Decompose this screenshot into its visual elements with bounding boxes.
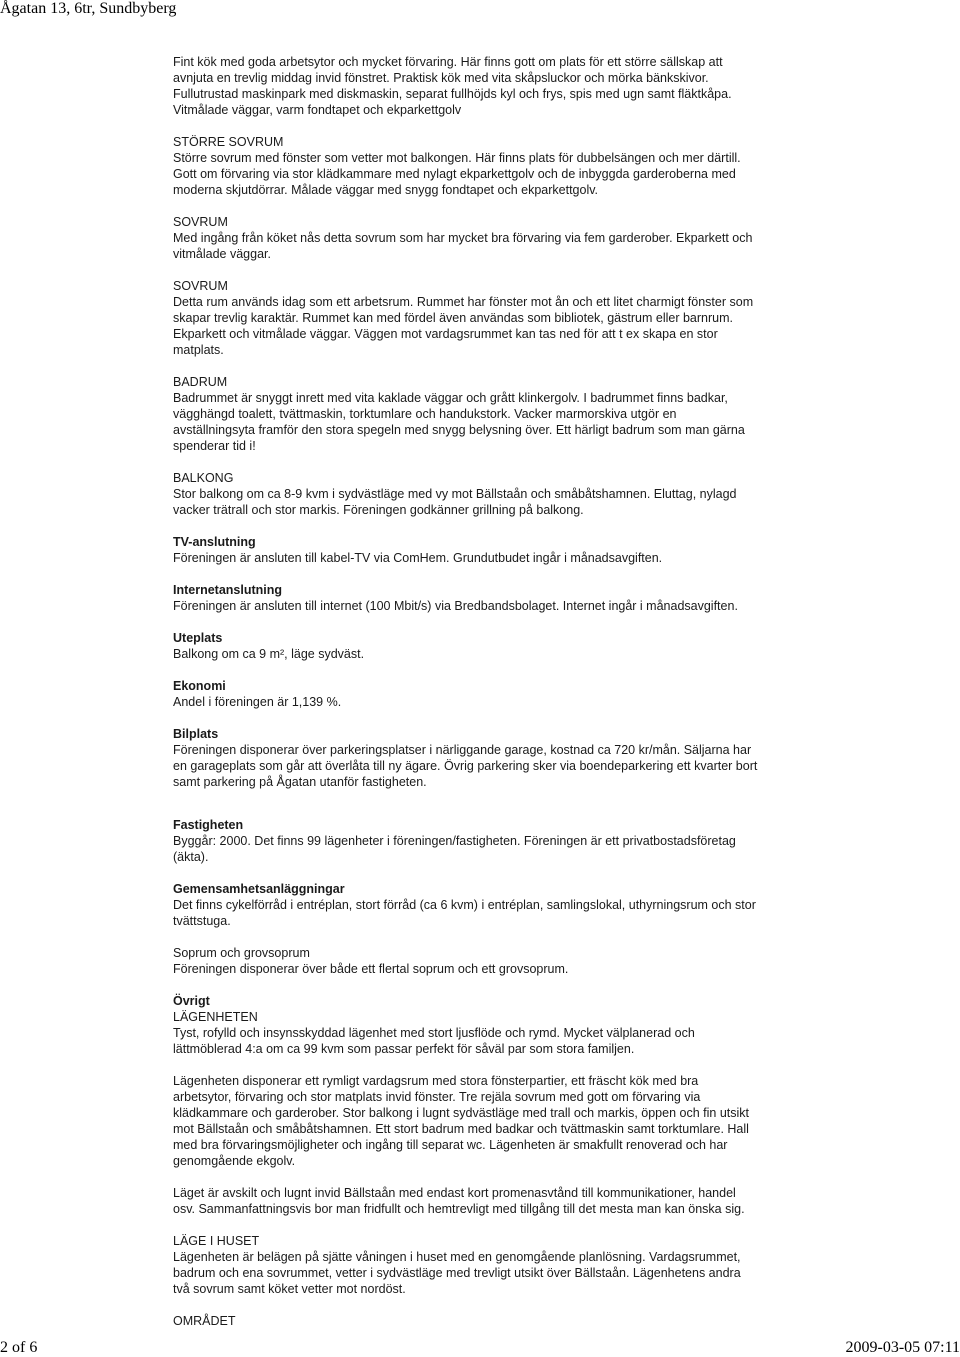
section-other bbox=[173, 993, 788, 1057]
section-heading: Övrigt bbox=[173, 994, 210, 1008]
text-line: samt parkering på Ågatan utanför fastigheten. bbox=[173, 775, 427, 789]
section-heading: BADRUM bbox=[173, 375, 228, 389]
section-waste bbox=[173, 945, 788, 977]
text-line: spenderar tid i! bbox=[173, 439, 256, 453]
section-internet bbox=[173, 582, 788, 614]
text-line: Större sovrum med fönster som vetter mot balkongen. Här finns plats för dubbelsängen och mer därtill. bbox=[173, 151, 741, 165]
section-heading: Fastigheten bbox=[173, 818, 244, 832]
text-line: Lägenheten är belägen på sjätte våningen i huset med en genomgående planlösning. Vardagsrummet, bbox=[173, 1250, 741, 1264]
text-line: klädkammare och garderober. Stor balkong i lugnt sydvästläge med trall och markis, öppen och fin utsikt bbox=[173, 1106, 749, 1120]
text-line: lättmöblerad 4:a om ca 99 kvm som passar perfekt för såväl par som stora familjen. bbox=[173, 1042, 635, 1056]
text-line: en garageplats som går att överlåta till ny ägare. Övrig parkering sker via boendeparkering ett kvarter bort bbox=[173, 759, 758, 773]
text-line: Fullutrustad maskinpark med diskmaskin, separat fullhöjds kyl och frys, spis med ugn samt fläktkåpa. bbox=[173, 87, 732, 101]
section-parking bbox=[173, 726, 788, 790]
section-bedroom-1 bbox=[173, 214, 788, 262]
text-line: Föreningen är ansluten till kabel-TV via ComHem. Grundutbudet ingår i månadsavgiften. bbox=[173, 551, 663, 565]
section-building-position bbox=[173, 1233, 788, 1297]
section-location-description bbox=[173, 1185, 788, 1217]
section-heading: Soprum och grovsoprum bbox=[173, 946, 310, 960]
text-line: matplats. bbox=[173, 343, 224, 357]
section-heading: SOVRUM bbox=[173, 215, 228, 229]
text-line: (äkta). bbox=[173, 850, 209, 864]
section-bedroom-2 bbox=[173, 278, 788, 358]
text-line: Gott om förvaring via stor klädkammare med nylagt ekparkettgolv och de inbyggda garderoberna med bbox=[173, 167, 736, 181]
section-economy bbox=[173, 678, 788, 710]
text-line: badrum och ena sovrummet, vetter i sydvästläge med trevligt utsikt över Bällstaån. Lägenhetens andra bbox=[173, 1266, 741, 1280]
text-line: Badrummet är snyggt inrett med vita kaklade väggar och grått klinkergolv. I badrummet finns badkar, bbox=[173, 391, 728, 405]
section-kitchen bbox=[173, 54, 788, 118]
section-heading: SOVRUM bbox=[173, 279, 228, 293]
section-heading: STÖRRE SOVRUM bbox=[173, 135, 284, 149]
text-line: tvättstuga. bbox=[173, 914, 231, 928]
section-subheading: LÄGENHETEN bbox=[173, 1010, 258, 1024]
section-heading: Internetanslutning bbox=[173, 583, 283, 597]
text-line: Föreningen disponerar över parkeringsplatser i närliggande garage, kostnad ca 720 kr/mån. Säljarna har bbox=[173, 743, 752, 757]
text-line: två sovrum samt köket vetter mot nordöst. bbox=[173, 1282, 406, 1296]
text-line: Balkong om ca 9 m², läge sydväst. bbox=[173, 647, 365, 661]
print-timestamp: 2009-03-05 07:11 bbox=[845, 1339, 960, 1356]
section-heading: LÄGE I HUSET bbox=[173, 1234, 260, 1248]
section-heading: BALKONG bbox=[173, 471, 234, 485]
text-line: genomgående ekgolv. bbox=[173, 1154, 296, 1168]
text-line: med bra förvaringsmöjligheter och ingång till separat wc. Lägenheten är smakfullt renoverad och har bbox=[173, 1138, 728, 1152]
section-patio bbox=[173, 630, 788, 662]
text-line: Fint kök med goda arbetsytor och mycket förvaring. Här finns gott om plats för ett större sällskap att bbox=[173, 55, 723, 69]
section-heading: Bilplats bbox=[173, 727, 219, 741]
text-line: Lägenheten disponerar ett rymligt vardagsrum med stora fönsterpartier, ett fräscht kök med bra bbox=[173, 1074, 699, 1088]
text-line: avställningsyta framför den stora spegeln med snygg belysning över. Ett härligt badrum som man gärna bbox=[173, 423, 745, 437]
section-heading: Uteplats bbox=[173, 631, 223, 645]
section-tv bbox=[173, 534, 788, 566]
text-line: Föreningen är ansluten till internet (100 Mbit/s) via Bredbandsbolaget. Internet ingår i månadsavgiften. bbox=[173, 599, 738, 613]
text-line: Läget är avskilt och lugnt invid Bällstaån med endast kort promenasvtånd till kommunikationer, handel bbox=[173, 1186, 736, 1200]
section-large-bedroom bbox=[173, 134, 788, 198]
text-line: skapar trevlig karaktär. Rummet kan med fördel även användas som bibliotek, gästrum eller barnrum. bbox=[173, 311, 733, 325]
text-line: Det finns cykelförråd i entréplan, stort förråd (ca 6 kvm) i entréplan, samlingslokal, uthyrningsrum och stor bbox=[173, 898, 756, 912]
page-header-title: Ågatan 13, 6tr, Sundbyberg bbox=[0, 0, 177, 17]
section-heading: Gemensamhetsanläggningar bbox=[173, 882, 345, 896]
text-line: vacker trätrall och stor markis. Föreningen godkänner grillning på balkong. bbox=[173, 503, 584, 517]
text-line: Ekparkett och vitmålade väggar. Väggen mot vardagsrummet kan tas ned för att t ex skapa en stor bbox=[173, 327, 718, 341]
text-line: Detta rum används idag som ett arbetsrum. Rummet har fönster mot ån och ett litet charmigt fönster som bbox=[173, 295, 754, 309]
section-apartment-description bbox=[173, 1073, 788, 1169]
text-line: Med ingång från köket nås detta sovrum som har mycket bra förvaring via fem garderober. Ekparkett och bbox=[173, 231, 753, 245]
text-line: Vitmålade väggar, varm fondtapet och ekparkettgolv bbox=[173, 103, 462, 117]
section-balcony bbox=[173, 470, 788, 518]
text-line: Andel i föreningen är 1,139 %. bbox=[173, 695, 342, 709]
text-line: avnjuta en trevlig middag invid fönstret. Praktisk kök med vita skåpsluckor och mörka bänkskivor. bbox=[173, 71, 709, 85]
text-line: Tyst, rofylld och insynsskyddad lägenhet med stort ljusflöde och rymd. Mycket välplanerad och bbox=[173, 1026, 695, 1040]
section-area bbox=[173, 1313, 788, 1329]
section-shared-facilities bbox=[173, 881, 788, 929]
text-line: vitmålade väggar. bbox=[173, 247, 271, 261]
section-heading: Ekonomi bbox=[173, 679, 226, 693]
text-line: mot Bällstaån och småbåtshamnen. Ett stort badrum med badkar och tvättmaskin samt torktumlare. Hall bbox=[173, 1122, 749, 1136]
section-heading: TV-anslutning bbox=[173, 535, 256, 549]
text-line: vägghängd toalett, tvättmaskin, torktumlare och handukstork. Vacker marmorskiva utgör en bbox=[173, 407, 677, 421]
text-line: osv. Sammanfattningsvis bor man fridfullt och hemtrevligt med tillgång till det mesta man kan önska sig. bbox=[173, 1202, 745, 1216]
section-heading: OMRÅDET bbox=[173, 1314, 236, 1328]
text-line: Stor balkong om ca 8-9 kvm i sydvästläge med vy mot Bällstaån och småbåtshamnen. Eluttag, nylagd bbox=[173, 487, 737, 501]
section-bathroom bbox=[173, 374, 788, 454]
text-line: arbetsytor, förvaring och stor matplats invid fönster. Tre rejäla sovrum med gott om förvaring via bbox=[173, 1090, 701, 1104]
text-line: moderna skjutdörrar. Målade väggar med snygg fondtapet och ekparkettgolv. bbox=[173, 183, 599, 197]
document-body bbox=[173, 54, 788, 1329]
text-line: Byggår: 2000. Det finns 99 lägenheter i föreningen/fastigheten. Föreningen är ett privatbostadsföretag bbox=[173, 834, 736, 848]
section-properties bbox=[173, 817, 788, 865]
page-number: 2 of 6 bbox=[0, 1339, 38, 1356]
text-line: Föreningen disponerar över både ett flertal soprum och ett grovsoprum. bbox=[173, 962, 569, 976]
